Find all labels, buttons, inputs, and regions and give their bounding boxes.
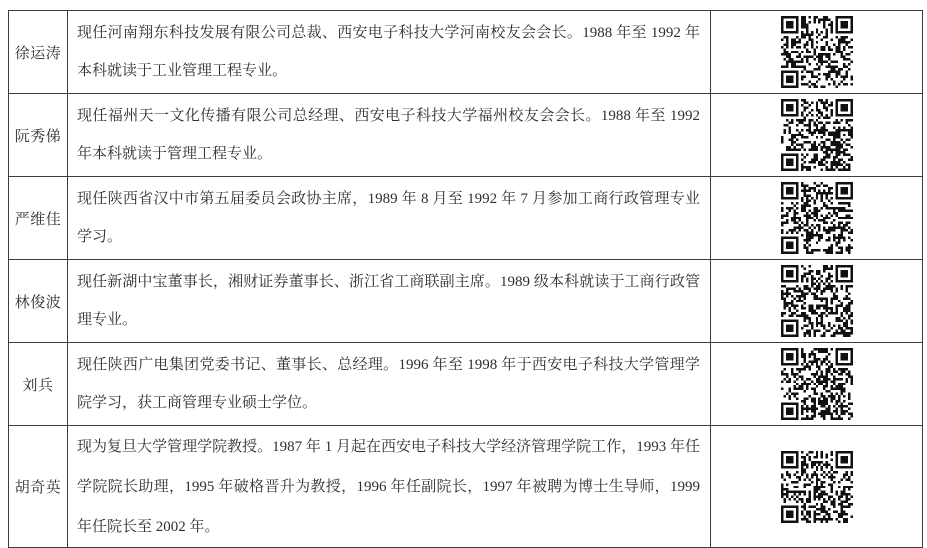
table-row xyxy=(9,343,923,426)
person-bio: 现任福州天一文化传播有限公司总经理、西安电子科技大学福州校友会会长。1988 年至 1992 年本科就读于管理工程专业。 xyxy=(68,94,711,177)
person-bio: 现任陕西省汉中市第五届委员会政协主席，1989 年 8 月至 1992 年 7 月参加工商行政管理专业学习。 xyxy=(68,177,711,260)
qr-cell xyxy=(711,94,923,177)
person-bio: 现任新湖中宝董事长，湘财证券董事长、浙江省工商联副主席。1989 级本科就读于工商行政管理专业。 xyxy=(68,260,711,343)
person-bio: 现任陕西广电集团党委书记、董事长、总经理。1996 年至 1998 年于西安电子科技大学管理学院学习，获工商管理专业硕士学位。 xyxy=(68,343,711,426)
person-name: 林俊波 xyxy=(9,260,68,343)
qr-cell xyxy=(711,343,923,426)
person-name: 严维佳 xyxy=(9,177,68,260)
qr-code-icon xyxy=(781,451,853,523)
person-name: 阮秀俤 xyxy=(9,94,68,177)
qr-code-icon xyxy=(781,99,853,171)
qr-cell xyxy=(711,426,923,548)
person-name: 胡奇英 xyxy=(9,426,68,548)
qr-code-icon xyxy=(781,348,853,420)
table-row xyxy=(9,426,923,548)
table-row xyxy=(9,94,923,177)
table-row xyxy=(9,177,923,260)
qr-cell xyxy=(711,260,923,343)
table-row xyxy=(9,260,923,343)
qr-code-icon xyxy=(781,265,853,337)
person-bio: 现为复旦大学管理学院教授。1987 年 1 月起在西安电子科技大学经济管理学院工作，1993 年任学院院长助理，1995 年破格晋升为教授，1996 年任副院长，1997 年被聘为博士生导师，1999 年任院长至 2002 年。 xyxy=(68,426,711,548)
table-row xyxy=(9,11,923,94)
qr-code-icon xyxy=(781,182,853,254)
qr-cell xyxy=(711,11,923,94)
qr-cell xyxy=(711,177,923,260)
qr-code-icon xyxy=(781,16,853,88)
person-name: 刘兵 xyxy=(9,343,68,426)
alumni-table xyxy=(8,10,923,548)
person-name: 徐运涛 xyxy=(9,11,68,94)
person-bio: 现任河南翔东科技发展有限公司总裁、西安电子科技大学河南校友会会长。1988 年至 1992 年本科就读于工业管理工程专业。 xyxy=(68,11,711,94)
